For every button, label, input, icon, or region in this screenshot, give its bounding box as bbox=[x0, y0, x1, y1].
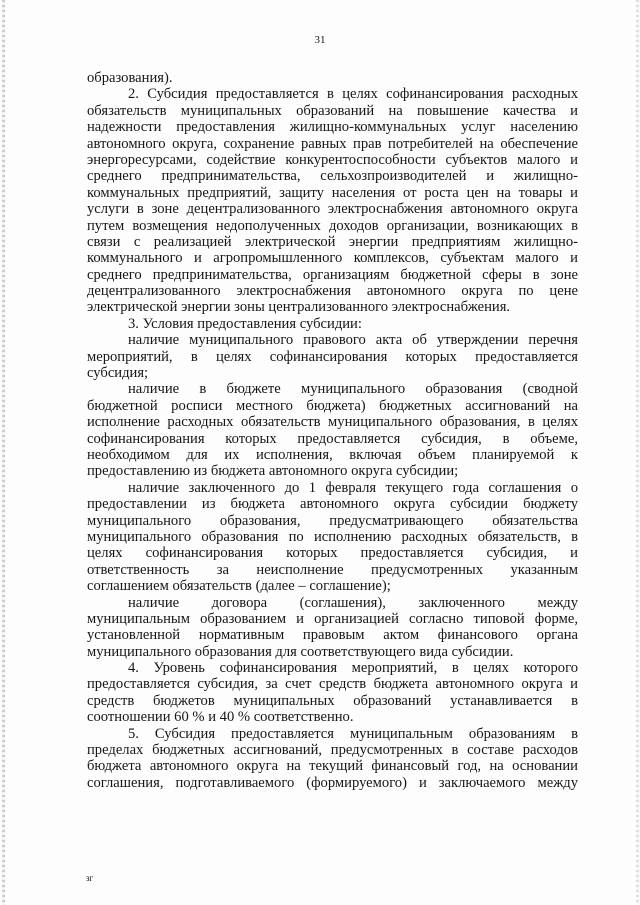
text-line: 3. Условия предоставления субсидии: bbox=[128, 315, 362, 332]
text-line: связи с реализацией электрической энергии предприятиям жилищно- bbox=[87, 233, 578, 250]
text-line: ответственность за неисполнение предусмотренных указанным bbox=[87, 561, 578, 578]
text-line: пределах бюджетных ассигнований, предусмотренных в составе расходов bbox=[87, 742, 578, 759]
text-line: соотношении 60 % и 40 % соответственно. bbox=[87, 709, 354, 726]
text-line: наличие заключенного до 1 февраля текущего года соглашения о bbox=[128, 479, 578, 496]
text-line: обязательств муниципальных образований на повышение качества и bbox=[87, 102, 578, 119]
text-line: софинансирования которых предоставляется субсидия, в объеме, bbox=[87, 430, 578, 447]
text-line: соглашением обязательств (далее – соглашение); bbox=[87, 578, 391, 595]
text-line: средств бюджетов муниципальных образований устанавливается в bbox=[87, 692, 578, 709]
text-line: соглашения, подготавливаемого (формируемого) и заключаемого между bbox=[87, 774, 578, 791]
text-line: надежности предоставления жилищно-коммунальных услуг населению bbox=[87, 119, 578, 136]
text-line: предоставлении из бюджета автономного округа субсидии бюджету bbox=[87, 496, 578, 513]
text-line: муниципальным образованием и организацией согласно типовой форме, bbox=[87, 610, 578, 627]
text-line: целях софинансирования которых предоставляется субсидия, и bbox=[87, 545, 578, 562]
text-line: 4. Уровень софинансирования мероприятий, в целях которого bbox=[128, 660, 578, 677]
text-line: предоставлению из бюджета автономного округа субсидии; bbox=[87, 463, 459, 480]
text-line: среднего предпринимательства, организациям бюджетной сферы в зоне bbox=[87, 266, 578, 283]
document-body bbox=[87, 70, 578, 791]
text-line: предоставляется субсидия, за счет средств бюджета автономного округа и bbox=[87, 676, 578, 693]
page-number: 31 bbox=[314, 34, 326, 46]
text-line: установленной нормативным правовым актом финансового органа bbox=[87, 627, 578, 644]
text-line: муниципального образования для соответствующего вида субсидии. bbox=[87, 643, 514, 660]
text-line: наличие муниципального правового акта об утверждении перечня bbox=[128, 332, 578, 349]
text-line: электрической энергии зоны централизованного электроснабжения. bbox=[87, 299, 511, 316]
text-line: бюджета автономного округа на текущий финансовый год, на основании bbox=[87, 758, 578, 775]
text-line: субсидия; bbox=[87, 365, 149, 382]
text-line: путем возмещения недополученных доходов организации, возникающих в bbox=[87, 217, 578, 234]
text-line: необходимом для их исполнения, включая объем планируемой к bbox=[87, 446, 578, 463]
text-line: среднего предпринимательства, сельхозпроизводителей и жилищно- bbox=[87, 168, 578, 185]
text-line: мероприятий, в целях софинансирования которых предоставляется bbox=[87, 348, 578, 365]
text-line: исполнение расходных обязательств муниципального образования, в целях bbox=[87, 414, 578, 431]
text-line: бюджетной росписи местного бюджета) бюджетных ассигнований на bbox=[87, 397, 578, 414]
text-line: наличие в бюджете муниципального образования (сводной bbox=[128, 381, 578, 398]
text-line: образования). bbox=[87, 70, 173, 86]
text-line: 5. Субсидия предоставляется муниципальным образованиям в bbox=[128, 725, 578, 742]
scan-edge-right bbox=[636, 0, 639, 905]
text-line: муниципального образования по исполнению расходных обязательств, в bbox=[87, 528, 578, 545]
text-line: децентрализованного электроснабжения автономного округа по цене bbox=[87, 283, 578, 300]
text-line: 2. Субсидия предоставляется в целях софинансирования расходных bbox=[128, 86, 578, 103]
text-line: коммунального и агропромышленного комплексов, субъектам малого и bbox=[87, 250, 578, 267]
text-line: наличие договора (соглашения), заключенного между bbox=[128, 594, 578, 611]
text-line: коммунальных предприятий, защиту населения от роста цен на товары и bbox=[87, 184, 578, 201]
text-line: энергоресурсами, содействие конкурентоспособности субъектов малого и bbox=[87, 151, 578, 168]
text-line: услуги в зоне децентрализованного электроснабжения автономного округа bbox=[87, 201, 578, 218]
text-line: муниципального образования, предусматривающего обязательства bbox=[87, 512, 578, 529]
text-line: автономного округа, сохранение равных прав потребителей на обеспечение bbox=[87, 135, 578, 152]
footer-mark: зг bbox=[86, 873, 94, 883]
scan-edge-left bbox=[2, 0, 5, 905]
